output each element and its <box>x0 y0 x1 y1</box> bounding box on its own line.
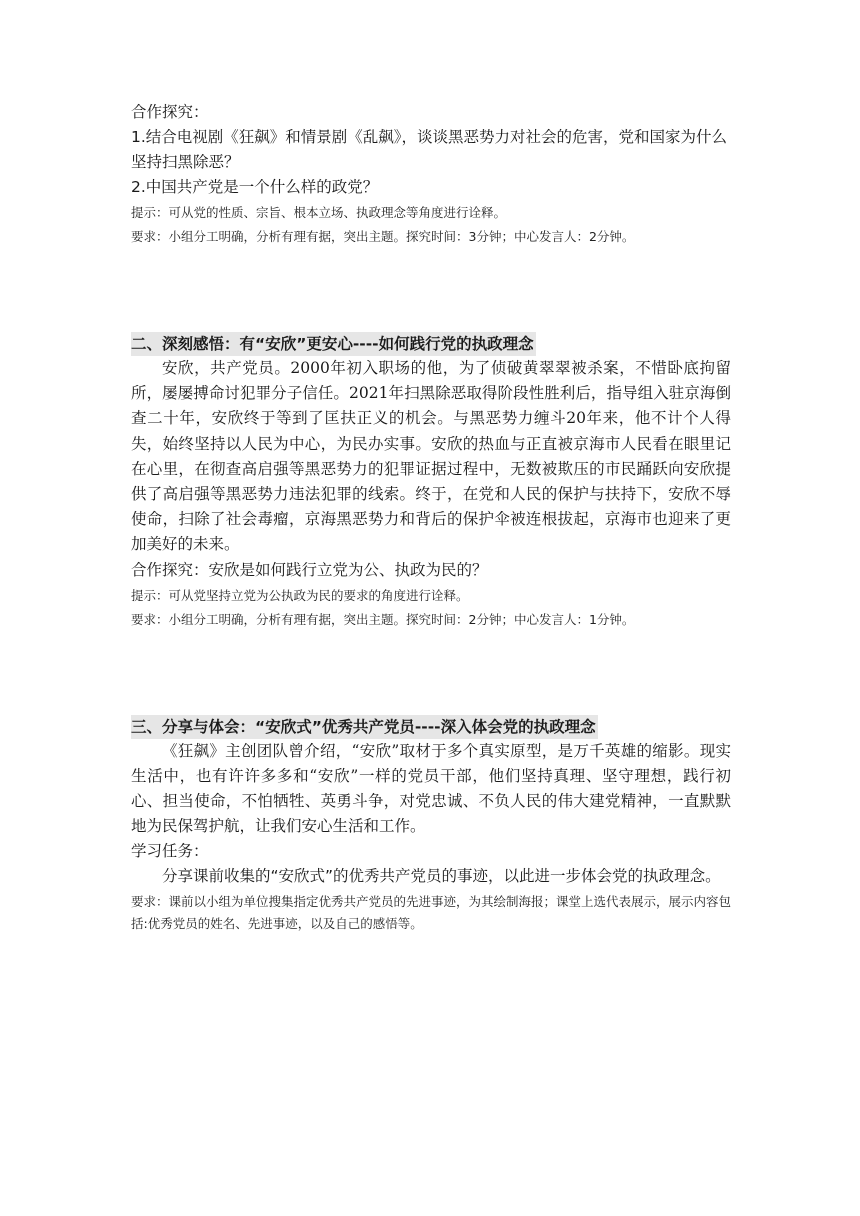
question-2: 2.中国共产党是一个什么样的政党？ <box>131 178 379 196</box>
section-heading-2: 二、深刻感悟：有“安欣”更安心----如何践行党的执政理念 <box>131 332 536 356</box>
spacer <box>131 248 731 332</box>
inquiry-label: 合作探究： <box>131 103 209 121</box>
question-1: 1.结合电视剧《狂飙》和情景剧《乱飙》，谈谈黑恶势力对社会的危害，党和国家为什么坚持扫黑除恶？ <box>131 128 728 171</box>
hint-text: 提示：可从党的性质、宗旨、根本立场、执政理念等角度进行诠释。 <box>131 205 507 220</box>
intro-paragraph: 《狂飙》主创团队曾介绍，“安欣”取材于多个真实原型，是万千英雄的缩影。现实生活中，也有许许多多和“安欣”一样的党员干部，他们坚持真理、坚守理想，践行初心、担当使命，不怕牺牲、英勇斗争，对党忠诚、不负人民的伟大建党精神，一直默默地为民保驾护航，让我们安心生活和工作。 <box>131 741 731 836</box>
task-text: 分享课前收集的“安欣式”的优秀共产党员的事迹，以此进一步体会党的执政理念。 <box>162 867 721 886</box>
section-heading-3: 三、分享与体会：“安欣式”优秀共产党员----深入体会党的执政理念 <box>131 715 598 739</box>
section-share-and-reflect <box>131 715 731 936</box>
spacer <box>131 631 731 715</box>
requirement-text: 要求：小组分工明确，分析有理有据，突出主题。探究时间：3分钟；中心发言人：2分钟。 <box>131 229 635 244</box>
document-page <box>131 100 731 935</box>
requirement-text: 要求：小组分工明确，分析有理有据，突出主题。探究时间：2分钟；中心发言人：1分钟。 <box>131 611 635 627</box>
section-deep-insight <box>131 332 731 631</box>
task-label: 学习任务： <box>131 842 209 861</box>
requirement-text: 要求：课前以小组为单位搜集指定优秀共产党员的先进事迹，为其绘制海报；课堂上选代表展示，展示内容包括:优秀党员的姓名、先进事迹，以及自己的感悟等。 <box>131 894 732 932</box>
inquiry-question: 合作探究：安欣是如何践行立党为公、执政为民的？ <box>131 560 488 579</box>
story-paragraph: 安欣，共产党员。2000年初入职场的他，为了侦破黄翠翠被杀案，不惜卧底拘留所，屡屡搏命讨犯罪分子信任。2021年扫黑除恶取得阶段性胜利后，指导组入驻京海倒查二十年，安欣终于等到了匡扶正义的机会。与黑恶势力缠斗20年来，他不计个人得失，始终坚持以人民为中心，为民办实事。安欣的热血与正直被京海市人民看在眼里记在心里，在彻查高启强等黑恶势力的犯罪证据过程中，无数被欺压的市民踊跃向安欣提供了高启强等黑恶势力违法犯罪的线索。终于，在党和人民的保护与扶持下，安欣不辱使命，扫除了社会毒瘤，京海黑恶势力和背后的保护伞被连根拔起，京海市也迎来了更加美好的未来。 <box>131 359 731 554</box>
section-cooperative-inquiry-1 <box>131 100 731 248</box>
hint-text: 提示：可从党坚持立党为公执政为民的要求的角度进行诠释。 <box>131 587 469 603</box>
